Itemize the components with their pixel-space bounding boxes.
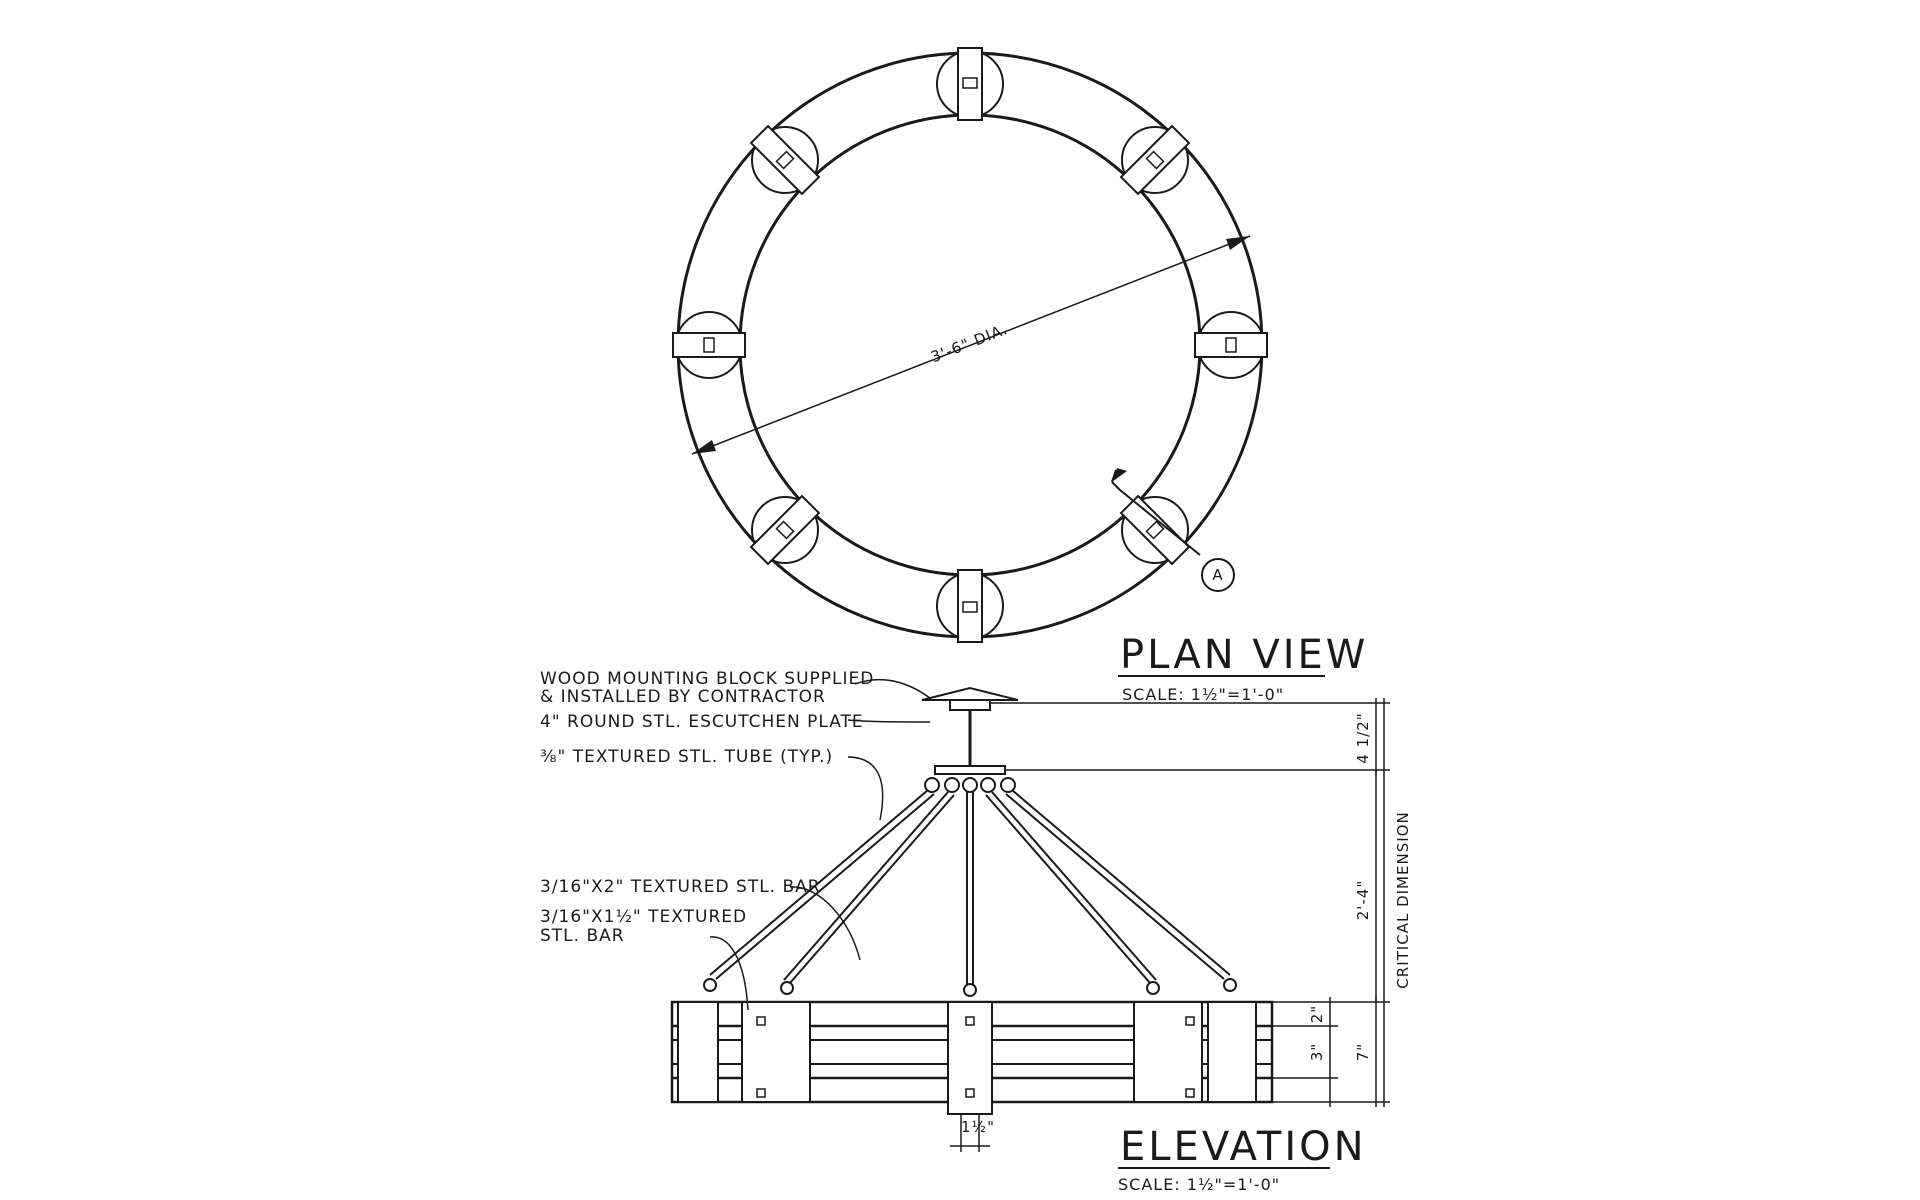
dim-critical: CRITICAL DIMENSION <box>1394 811 1412 989</box>
note-mounting-block-line1: WOOD MOUNTING BLOCK SUPPLIED <box>540 669 875 689</box>
elevation-scale: SCALE: 1½"=1'-0" <box>1118 1175 1281 1194</box>
note-escutcheon: 4" ROUND STL. ESCUTCHEN PLATE <box>540 712 864 732</box>
plan-view <box>673 48 1368 704</box>
diameter-label: 3'-6" DIA. <box>928 320 1011 367</box>
plan-view-scale: SCALE: 1½"=1'-0" <box>1122 685 1285 704</box>
dim-canopy-drop: 4 1/2" <box>1354 712 1372 764</box>
plan-view-title: PLAN VIEW <box>1120 632 1369 678</box>
cup-top <box>937 48 1003 120</box>
note-bar-15-line1: 3/16"X1½" TEXTURED <box>540 907 748 927</box>
dim-overall-height: 2'-4" <box>1354 879 1372 921</box>
cup-right <box>1195 312 1267 378</box>
dim-bar-width: 1½" <box>961 1118 995 1136</box>
hub-rings <box>925 778 1015 792</box>
cup-left <box>673 312 745 378</box>
cup-bottom-right <box>1106 481 1204 579</box>
note-bar-2: 3/16"X2" TEXTURED STL. BAR <box>540 877 821 897</box>
escutcheon-plate <box>922 688 1018 700</box>
dim-body-height: 7" <box>1354 1042 1372 1062</box>
note-bar-15-line2: STL. BAR <box>540 926 625 946</box>
note-tube: ⅜" TEXTURED STL. TUBE (TYP.) <box>540 747 834 767</box>
cup-bottom <box>937 570 1003 642</box>
elevation-title: ELEVATION <box>1120 1124 1367 1170</box>
bottom-hooks <box>704 979 1236 996</box>
hub-bar <box>935 766 1005 774</box>
dim-mid-band: 3" <box>1308 1042 1326 1062</box>
cup-top-right <box>1106 111 1204 209</box>
dim-top-band: 2" <box>1308 1004 1326 1024</box>
cup-bottom-left <box>736 481 834 579</box>
note-mounting-block-line2: & INSTALLED BY CONTRACTOR <box>540 687 826 707</box>
elevation <box>540 669 1412 1194</box>
cup-top-left <box>736 111 834 209</box>
mounting-block <box>950 700 990 710</box>
section-marker-label: A <box>1212 566 1224 584</box>
